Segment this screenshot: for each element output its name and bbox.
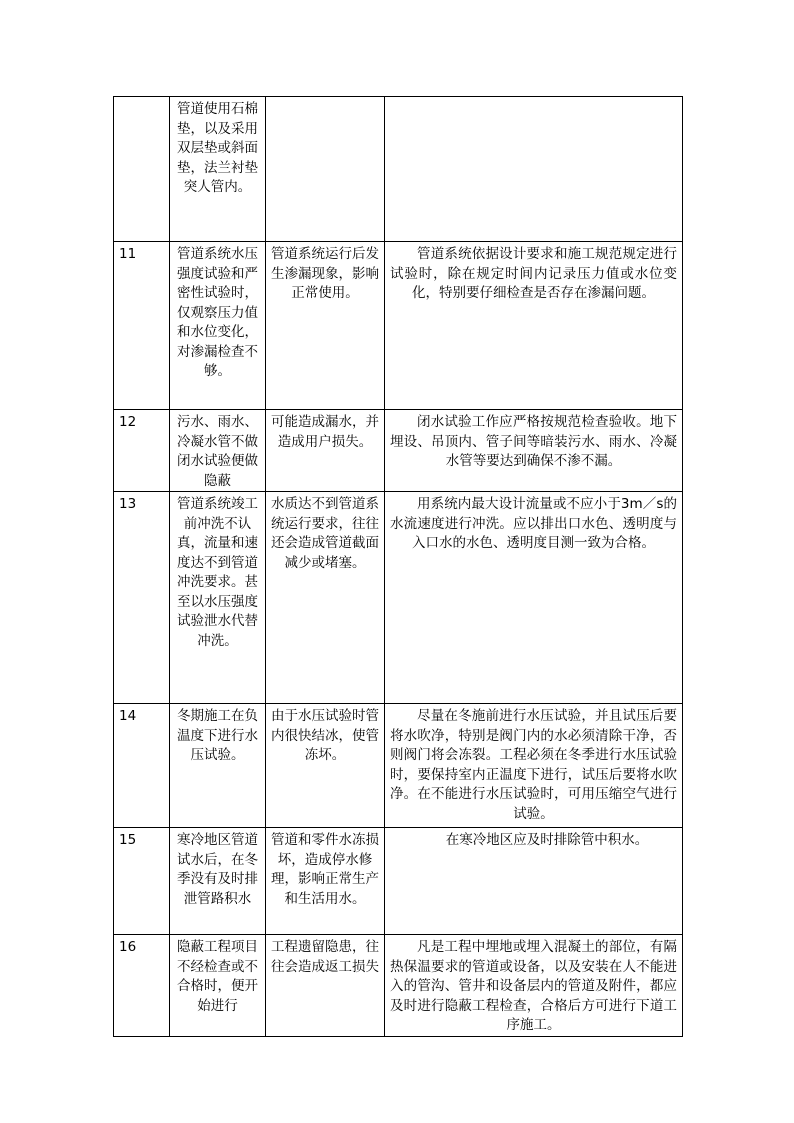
measure-text: 闭水试验工作应严格按规范检查验收。地下埋设、吊顶内、管子间等暗装污水、雨水、冷凝水管等要达到确保不渗不漏。 — [390, 414, 677, 469]
table-row — [114, 828, 683, 935]
row-number: 13 — [114, 492, 170, 704]
problem-cell: 管道使用石棉垫，以及采用双层垫或斜面垫，法兰衬垫突人管内。 — [170, 97, 266, 242]
measure-cell — [385, 410, 683, 492]
problem-cell: 冬期施工在负温度下进行水压试验。 — [170, 704, 266, 828]
measure-text: 在寒冷地区应及时排除管中积水。 — [445, 832, 649, 848]
consequence-cell: 由于水压试验时管内很快结冰，使管冻坏。 — [266, 704, 385, 828]
problem-cell: 污水、雨水、冷凝水管不做闭水试验便做隐蔽 — [170, 410, 266, 492]
measure-cell — [385, 704, 683, 828]
problem-cell: 管道系统竣工前冲洗不认真，流量和速度达不到管道冲洗要求。甚至以水压强度试验泄水代替冲洗。 — [170, 492, 266, 704]
consequence-cell: 管道和零件水冻损坏，造成停水修理，影响正常生产和生活用水。 — [266, 828, 385, 935]
measure-cell — [385, 828, 683, 935]
table-row — [114, 410, 683, 492]
table-row — [114, 935, 683, 1037]
table-row — [114, 704, 683, 828]
consequence-cell: 管道系统运行后发生渗漏现象，影响正常使用。 — [266, 242, 385, 410]
table-row — [114, 492, 683, 704]
measure-cell — [385, 97, 683, 242]
row-number — [114, 97, 170, 242]
quality-issues-table — [113, 96, 683, 1037]
measure-cell — [385, 492, 683, 704]
row-number: 14 — [114, 704, 170, 828]
row-number: 11 — [114, 242, 170, 410]
problem-cell: 寒冷地区管道试水后，在冬季没有及时排泄管路积水 — [170, 828, 266, 935]
consequence-cell: 可能造成漏水，并造成用户损失。 — [266, 410, 385, 492]
measure-text: 尽量在冬施前进行水压试验，并且试压后要将水吹净，特别是阀门内的水必须清除干净，否则阀门将会冻裂。工程必须在冬季进行水压试验时，要保持室内正温度下进行，试压后要将水吹净。在不能进行水压试验时，可用压缩空气进行试验。 — [390, 708, 677, 822]
measure-text: 凡是工程中埋地或埋入混凝土的部位，有隔热保温要求的管道或设备，以及安装在人不能进入的管沟、管井和设备层内的管道及附件，都应及时进行隐蔽工程检查，合格后方可进行下道工序施工。 — [390, 939, 677, 1033]
table-row — [114, 242, 683, 410]
measure-cell — [385, 242, 683, 410]
measure-text: 管道系统依据设计要求和施工规范规定进行试验时，除在规定时间内记录压力值或水位变化，特别要仔细检查是否存在渗漏问题。 — [390, 246, 677, 301]
row-number: 12 — [114, 410, 170, 492]
consequence-cell — [266, 97, 385, 242]
row-number: 16 — [114, 935, 170, 1037]
row-number: 15 — [114, 828, 170, 935]
problem-cell: 管道系统水压强度试验和严密性试验时，仅观察压力值和水位变化，对渗漏检查不够。 — [170, 242, 266, 410]
measure-cell — [385, 935, 683, 1037]
problem-cell: 隐蔽工程项目不经检查或不合格时，便开始进行 — [170, 935, 266, 1037]
consequence-cell: 工程遗留隐患，往往会造成返工损失 — [266, 935, 385, 1037]
measure-text: 用系统内最大设计流量或不应小于3m／s的水流速度进行冲洗。应以排出口水色、透明度与入口水的水色、透明度目测一致为合格。 — [390, 496, 677, 551]
consequence-cell: 水质达不到管道系统运行要求，往往还会造成管道截面减少或堵塞。 — [266, 492, 385, 704]
table-row — [114, 97, 683, 242]
